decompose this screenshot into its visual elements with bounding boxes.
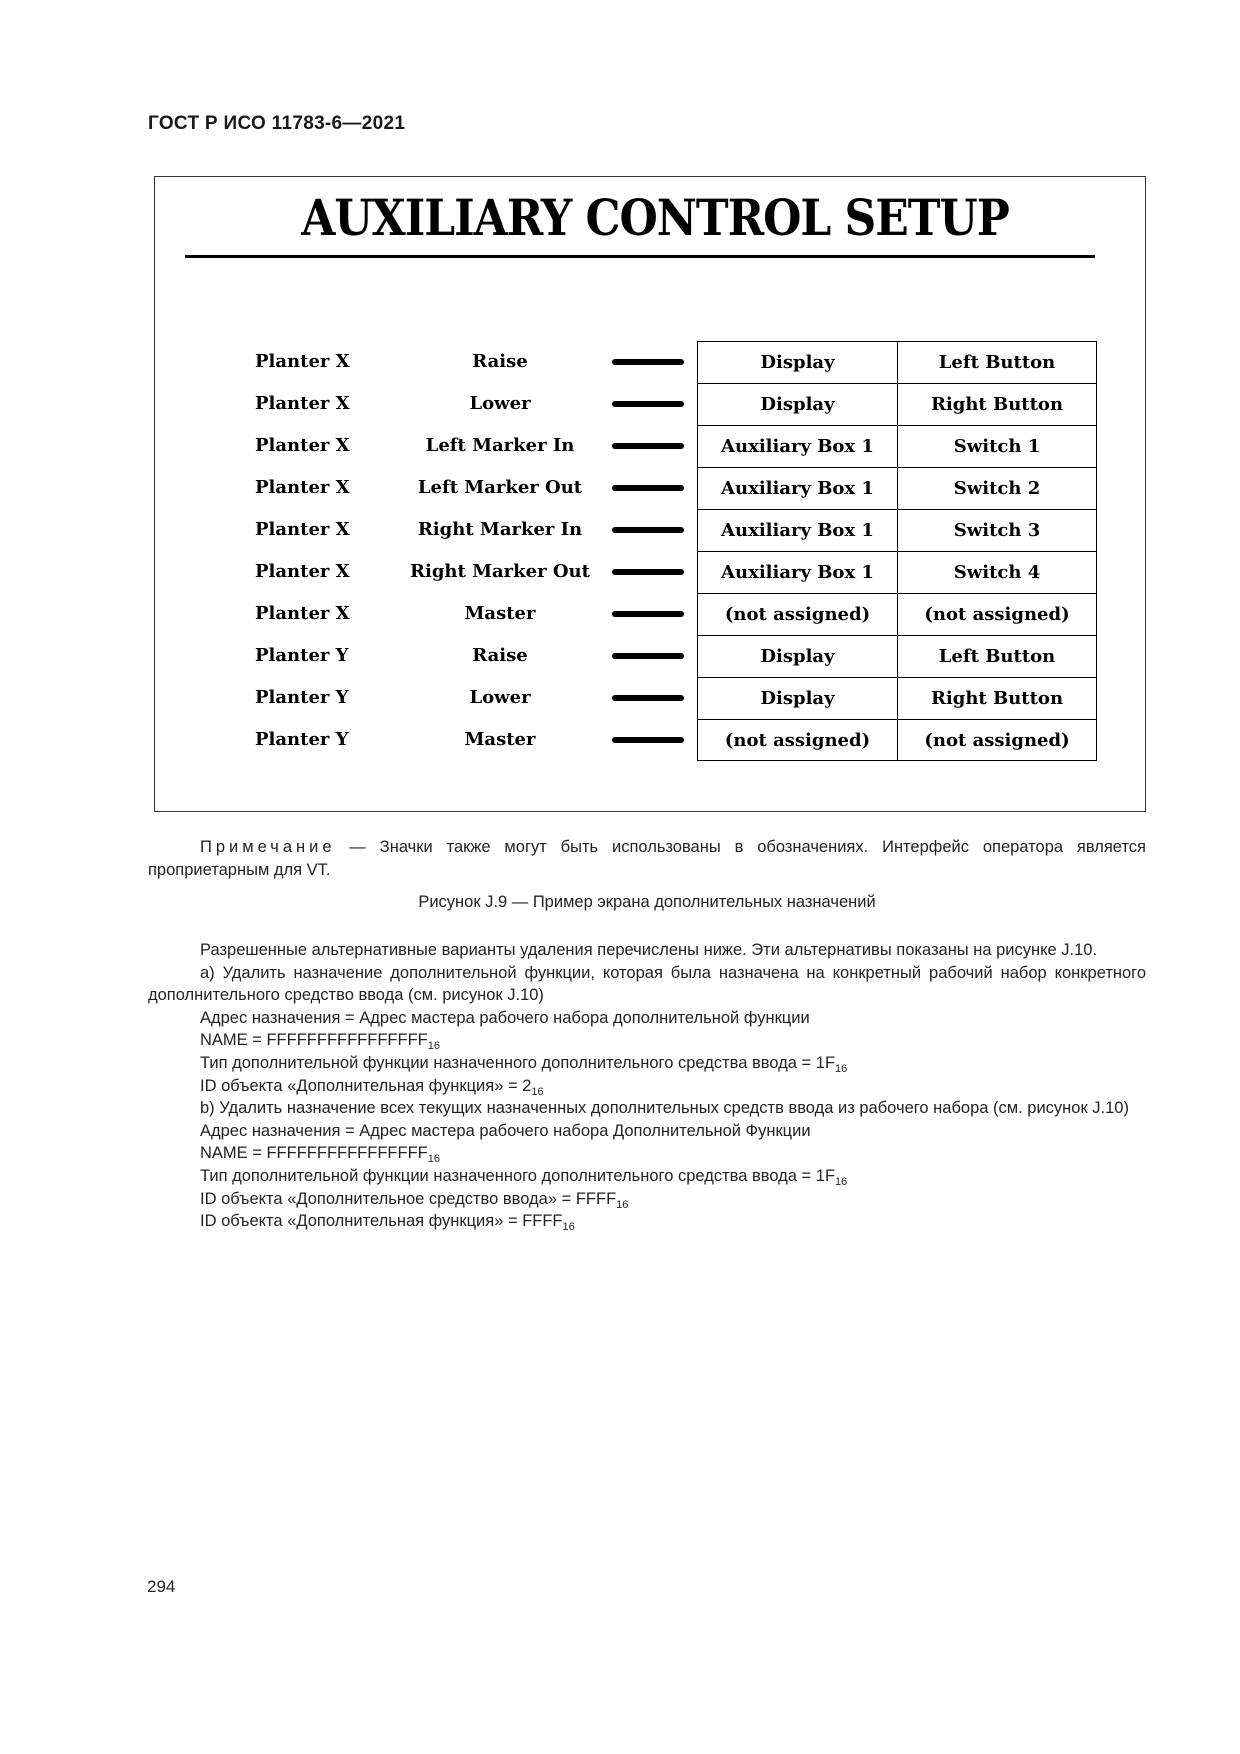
device-cell: Auxiliary Box 1 <box>697 551 897 593</box>
input-cell: Switch 3 <box>897 509 1097 551</box>
item-b-id-input: ID объекта «Дополнительное средство ввода» = $FFFF_{16}$ <box>200 1189 629 1211</box>
assignment-table-row <box>697 551 1097 593</box>
figure-caption: Рисунок J.9 — Пример экрана дополнительных назначений <box>418 893 876 911</box>
assignment-row <box>0 383 1240 425</box>
figure-note <box>148 836 1146 881</box>
connector-line <box>612 359 684 365</box>
item-b-paragraph: b) Удалить назначение всех текущих назначенных дополнительных средств ввода из рабочего набора (см. рисунок J.10) <box>200 1099 1129 1118</box>
implement-label: Planter X <box>255 561 350 582</box>
assignment-table-row <box>697 635 1097 677</box>
implement-label: Planter X <box>255 519 350 540</box>
connector-line <box>612 695 684 701</box>
figure-title: AUXILIARY CONTROL SETUP <box>301 188 1009 247</box>
device-cell: Auxiliary Box 1 <box>697 425 897 467</box>
implement-label: Planter Y <box>255 729 349 750</box>
input-cell: Left Button <box>897 341 1097 383</box>
device-cell: Display <box>697 635 897 677</box>
assignment-row <box>0 425 1240 467</box>
input-cell: Right Button <box>897 677 1097 719</box>
assignment-row <box>0 341 1240 383</box>
assignment-table-row <box>697 509 1097 551</box>
implement-label: Planter X <box>255 603 350 624</box>
assignment-table-row <box>697 677 1097 719</box>
device-cell: Display <box>697 383 897 425</box>
item-b-name: NAME = $FFFFFFFFFFFFFFFF_{16}$ <box>200 1144 440 1166</box>
document-header: ГОСТ Р ИСО 11783-6—2021 <box>148 113 406 134</box>
assignment-table-row <box>697 341 1097 383</box>
function-label: Lower <box>469 687 531 708</box>
assignment-row <box>0 719 1240 761</box>
implement-label: Planter X <box>255 477 350 498</box>
device-cell: (not assigned) <box>697 593 897 635</box>
connector-line <box>612 527 684 533</box>
connector-line <box>612 737 684 743</box>
assignment-row <box>0 551 1240 593</box>
implement-label: Planter Y <box>255 645 349 666</box>
item-a-paragraph: a) Удалить назначение дополнительной функции, которая была назначена на конкретный рабочий набор конкретного дополнительного средство ввода (см. рисунок J.10) <box>148 963 1146 1005</box>
device-cell: (not assigned) <box>697 719 897 761</box>
assignment-table-row <box>697 467 1097 509</box>
item-a-name: NAME = $FFFFFFFFFFFFFFFF_{16}$ <box>200 1031 440 1053</box>
note-text: — Значки также могут быть использованы в обозначениях. Интерфейс оператора является проприетарным для VT. <box>148 838 1146 879</box>
function-label: Right Marker In <box>417 519 583 540</box>
connector-line <box>612 485 684 491</box>
implement-label: Planter Y <box>255 687 349 708</box>
assignment-table-row <box>697 593 1097 635</box>
connector-line <box>612 653 684 659</box>
assignment-row <box>0 467 1240 509</box>
function-label: Master <box>464 603 536 624</box>
assignment-row <box>0 677 1240 719</box>
input-cell: Switch 4 <box>897 551 1097 593</box>
assignment-list <box>0 341 1240 761</box>
device-cell: Display <box>697 341 897 383</box>
connector-line <box>612 569 684 575</box>
implement-label: Planter X <box>255 351 350 372</box>
function-label: Left Marker In <box>425 435 575 456</box>
item-a-id: ID объекта «Дополнительная функция» = $2_{16}$ <box>200 1076 544 1098</box>
assignment-row <box>0 509 1240 551</box>
function-label: Master <box>464 729 536 750</box>
title-underline <box>185 255 1095 258</box>
assignment-table-row <box>697 719 1097 761</box>
item-b-address: Адрес назначения = Адрес мастера рабочего набора Дополнительной Функции <box>200 1121 811 1140</box>
function-label: Raise <box>472 645 528 666</box>
function-label: Lower <box>469 393 531 414</box>
input-cell: Left Button <box>897 635 1097 677</box>
device-cell: Auxiliary Box 1 <box>697 509 897 551</box>
item-a-type: Тип дополнительной функции назначенного дополнительного средства ввода = $1F_{16}$ <box>200 1053 848 1075</box>
implement-label: Planter X <box>255 435 350 456</box>
function-label: Left Marker Out <box>417 477 583 498</box>
assignment-row <box>0 593 1240 635</box>
function-label: Right Marker Out <box>410 561 590 582</box>
device-cell: Auxiliary Box 1 <box>697 467 897 509</box>
note-label: Примечание <box>200 838 336 856</box>
assignment-table-row <box>697 425 1097 467</box>
item-b-type: Тип дополнительной функции назначенного дополнительного средства ввода = $1F_{16}$ <box>200 1166 848 1188</box>
device-cell: Display <box>697 677 897 719</box>
function-label: Raise <box>472 351 528 372</box>
implement-label: Planter X <box>255 393 350 414</box>
item-a-address: Адрес назначения = Адрес мастера рабочего набора дополнительной функции <box>200 1008 810 1027</box>
input-cell: Switch 2 <box>897 467 1097 509</box>
assignment-table-row <box>697 383 1097 425</box>
page-number: 294 <box>147 1577 176 1596</box>
connector-line <box>612 443 684 449</box>
input-cell: Right Button <box>897 383 1097 425</box>
connector-line <box>612 401 684 407</box>
intro-paragraph: Разрешенные альтернативные варианты удаления перечислены ниже. Эти альтернативы показаны на рисунке J.10. <box>200 941 1098 959</box>
input-cell: (not assigned) <box>897 719 1097 761</box>
assignment-row <box>0 635 1240 677</box>
input-cell: (not assigned) <box>897 593 1097 635</box>
body-text <box>148 939 1146 1233</box>
connector-line <box>612 611 684 617</box>
input-cell: Switch 1 <box>897 425 1097 467</box>
item-b-id-function: ID объекта «Дополнительная функция» = $FFFF_{16}$ <box>200 1212 575 1234</box>
